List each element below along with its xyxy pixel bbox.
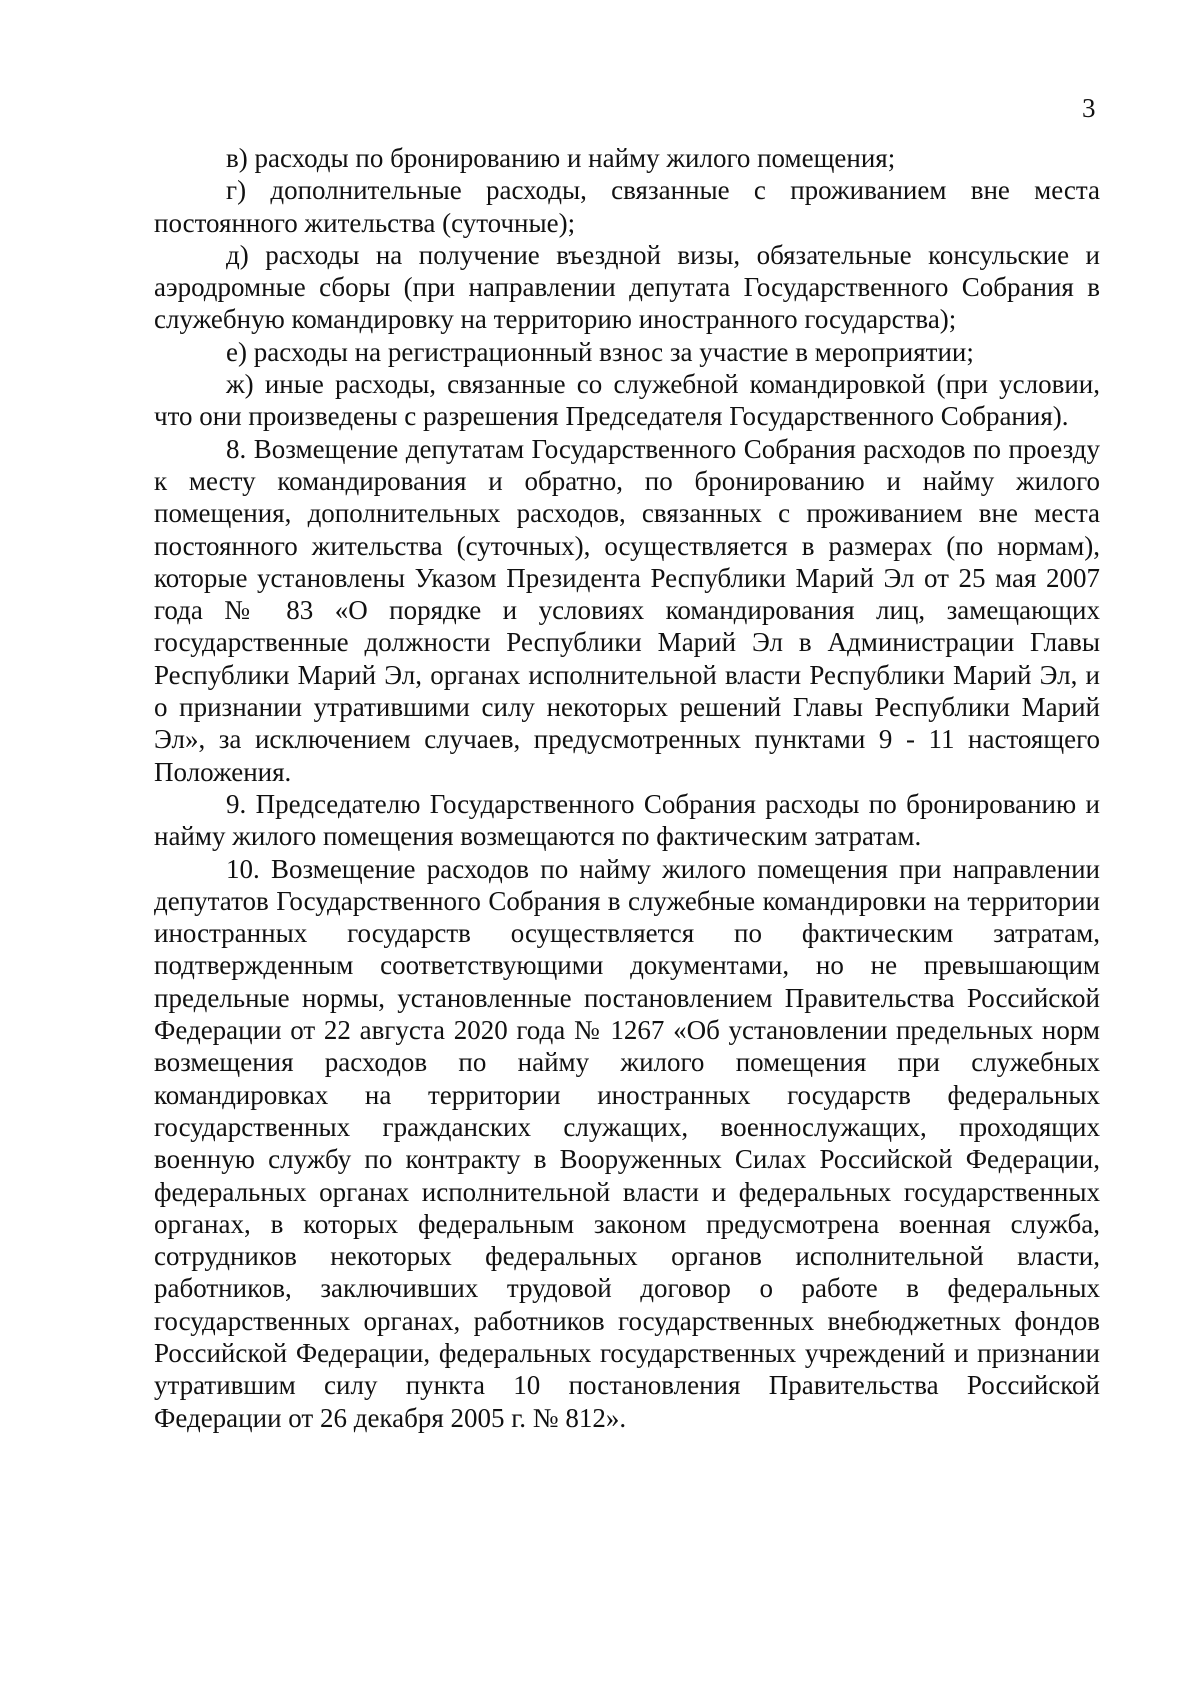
document-body bbox=[154, 142, 1100, 1434]
page-number: 3 bbox=[1082, 93, 1096, 123]
paragraph-clause-8: 8. Возмещение депутатам Государственного Собрания расходов по проезду к месту командирования и обратно, по бронированию и найму жилого помещения, дополнительных расходов, связанных с проживанием вне места постоянного жительства (суточных), осуществляется в размерах (по нормам), которые установлены Указом Президента Республики Марий Эл от 25 мая 2007 года № 83 «О порядке и условиях командирования лиц, замещающих государственные должности Республики Марий Эл в Администрации Главы Республики Марий Эл, органах исполнительной власти Республики Марий Эл, и о признании утратившими силу некоторых решений Главы Республики Марий Эл», за исключением случаев, предусмотренных пунктами 9 - 11 настоящего Положения. bbox=[154, 433, 1100, 787]
paragraph-item-v: в) расходы по бронированию и найму жилого помещения; bbox=[226, 143, 896, 173]
paragraph-clause-9: 9. Председателю Государственного Собрания расходы по бронированию и найму жилого помещения возмещаются по фактическим затратам. bbox=[154, 788, 1100, 852]
paragraph-clause-10: 10. Возмещение расходов по найму жилого помещения при направлении депутатов Государственного Собрания в служебные командировки на территории иностранных государств осуществляется по фактическим затратам, подтвержденным соответствующими документами, но не превышающим предельные нормы, установленные постановлением Правительства Российской Федерации от 22 августа 2020 года № 1267 «Об установлении предельных норм возмещения расходов по найму жилого помещения при служебных командировках на территории иностранных государств федеральных государственных гражданских служащих, военнослужащих, проходящих военную службу по контракту в Вооруженных Силах Российской Федерации, федеральных органах исполнительной власти и федеральных государственных органах, в которых федеральным законом предусмотрена военная служба, сотрудников некоторых федеральных органов исполнительной власти, работников, заключивших трудовой договор о работе в федеральных государственных органах, работников государственных внебюджетных фондов Российской Федерации, федеральных государственных учреждений и признании утратившим силу пункта 10 постановления Правительства Российской Федерации от 26 декабря 2005 г. № 812». bbox=[154, 853, 1100, 1433]
paragraph-item-g: г) дополнительные расходы, связанные с проживанием вне места постоянного жительства (суточные); bbox=[154, 175, 1100, 238]
paragraph-item-zh: ж) иные расходы, связанные со служебной командировкой (при условии, что они произведены с разрешения Председателя Государственного Собрания). bbox=[154, 369, 1100, 432]
paragraph-item-d: д) расходы на получение въездной визы, обязательные консульские и аэродромные сборы (при направлении депутата Государственного Собрания в служебную командировку на территорию иностранного государства); bbox=[154, 239, 1100, 335]
paragraph-item-e: е) расходы на регистрационный взнос за участие в мероприятии; bbox=[226, 336, 974, 367]
